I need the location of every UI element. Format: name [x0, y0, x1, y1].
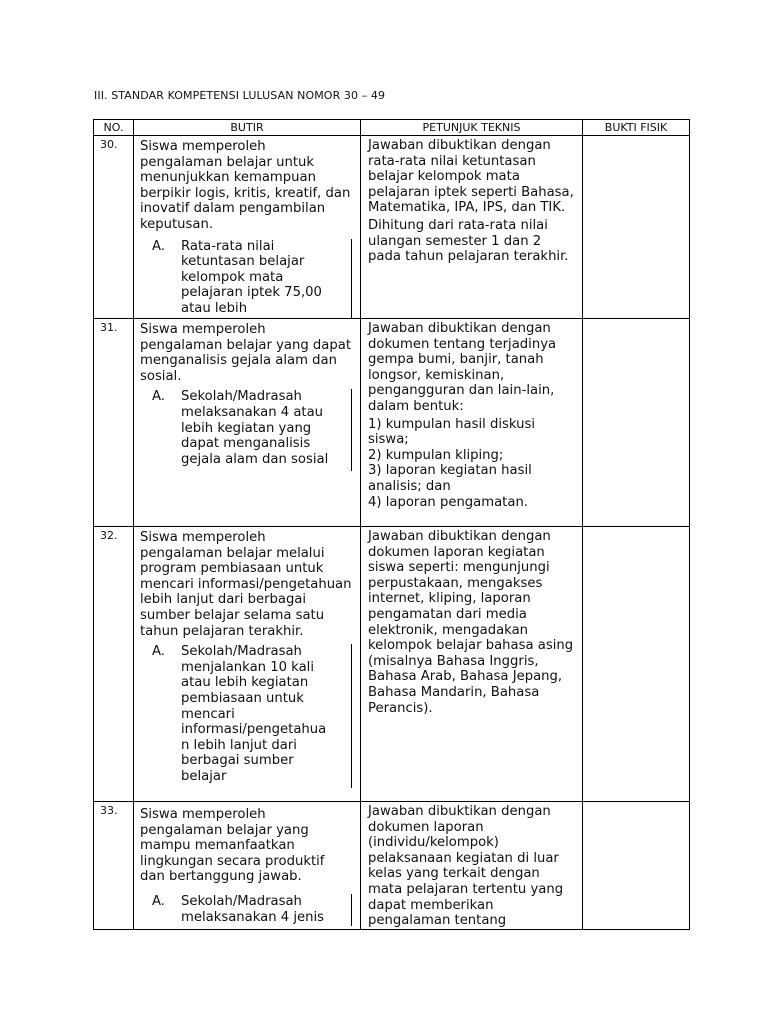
sub-item-divider	[351, 239, 352, 319]
table-row	[94, 802, 690, 930]
sub-item-label: A.	[152, 389, 165, 405]
bukti-cell[interactable]	[583, 136, 690, 319]
butir-cell	[134, 802, 361, 930]
sub-item-divider	[351, 894, 352, 926]
butir-text: Siswa memperoleh pengalaman belajar untuk menunjukkan kemampuan berpikir logis, kritis, kreatif, dan inovatif dalam pengambilan keputusan.	[140, 139, 351, 232]
table-header-row	[94, 120, 690, 136]
butir-cell	[134, 319, 361, 527]
petunjuk-cell	[361, 527, 583, 802]
bukti-cell[interactable]	[583, 319, 690, 527]
butir-text: Siswa memperoleh pengalaman belajar yang mampu memanfaatkan lingkungan secara produktif dan bertanggung jawab.	[140, 807, 325, 885]
row-number: 33.	[94, 802, 134, 930]
sub-item	[152, 644, 360, 784]
table-row	[94, 319, 690, 527]
sub-item-text: Rata-rata nilai ketuntasan belajar kelompok mata pelajaran iptek 75,00 atau lebih	[181, 238, 322, 316]
sub-item-text: Sekolah/Madrasah melaksanakan 4 jenis	[181, 893, 325, 925]
petunjuk-paragraph: Jawaban dibuktikan dengan dokumen laporan (individu/kelompok) pelaksanaan kegiatan di luar kelas yang terkait dengan mata pelajaran tertentu yang dapat memberikan pengalaman tentang	[368, 804, 564, 929]
petunjuk-paragraph: Dihitung dari rata-rata nilai ulangan semester 1 dan 2 pada tahun pelajaran terakhir.	[368, 217, 569, 265]
sub-item-label: A.	[152, 238, 165, 254]
sub-item	[152, 894, 360, 925]
header-bukti: BUKTI FISIK	[583, 120, 690, 136]
table-row	[94, 527, 690, 802]
sub-item-label: A.	[152, 893, 165, 909]
petunjuk-paragraph: Jawaban dibuktikan dengan dokumen tentang terjadinya gempa bumi, banjir, tanah longsor, kemiskinan, pengangguran dan lain-lain, dalam bentuk:	[368, 321, 557, 414]
butir-cell	[134, 136, 361, 319]
competency-table	[93, 119, 690, 930]
header-butir: BUTIR	[134, 120, 361, 136]
petunjuk-cell	[361, 802, 583, 930]
butir-text: Siswa memperoleh pengalaman belajar yang dapat menganalisis gejala alam dan sosial.	[140, 322, 351, 384]
sub-item-divider	[351, 644, 352, 788]
sub-item-text: Sekolah/Madrasah melaksanakan 4 atau lebih kegiatan yang dapat menganalisis gejala alam dan sosial	[181, 389, 329, 467]
petunjuk-list-item: 1) kumpulan hasil diskusi siswa;	[368, 416, 536, 448]
petunjuk-cell	[361, 136, 583, 319]
header-no: NO.	[94, 120, 134, 136]
petunjuk-paragraph: Jawaban dibuktikan dengan rata-rata nilai ketuntasan belajar kelompok mata pelajaran iptek seperti Bahasa, Matematika, IPA, IPS, dan TIK.	[368, 138, 574, 216]
petunjuk-list-item: 3) laporan kegiatan hasil analisis; dan	[368, 463, 532, 494]
section-title: III. STANDAR KOMPETENSI LULUSAN NOMOR 30 – 49	[94, 89, 386, 102]
sub-item-label: A.	[152, 644, 165, 660]
sub-item	[152, 389, 360, 467]
petunjuk-list-item: 4) laporan pengamatan.	[368, 494, 528, 510]
row-number: 32.	[94, 527, 134, 802]
butir-cell	[134, 527, 361, 802]
header-petunjuk: PETUNJUK TEKNIS	[361, 120, 583, 136]
butir-text: Siswa memperoleh pengalaman belajar melalui program pembiasaan untuk mencari informasi/pengetahuan lebih lanjut dari berbagai sumber belajar selama satu tahun pelajaran terakhir.	[140, 530, 352, 639]
row-number: 30.	[94, 136, 134, 319]
table-row	[94, 136, 690, 319]
petunjuk-list-item: 2) kumpulan kliping;	[368, 447, 504, 463]
sub-item	[152, 239, 360, 317]
bukti-cell[interactable]	[583, 802, 690, 930]
petunjuk-paragraph: Jawaban dibuktikan dengan dokumen laporan kegiatan siswa seperti: mengunjungi perpustakaan, mengakses internet, kliping, laporan pengamatan dari media elektronik, mengadakan kelompok belajar bahasa asing (misalnya Bahasa Inggris, Bahasa Arab, Bahasa Jepang, Bahasa Mandarin, Bahasa Perancis).	[368, 529, 574, 716]
sub-item-divider	[351, 389, 352, 471]
bukti-cell[interactable]	[583, 527, 690, 802]
petunjuk-cell	[361, 319, 583, 527]
sub-item-text: Sekolah/Madrasah menjalankan 10 kali atau lebih kegiatan pembiasaan untuk mencari informasi/pengetahua n lebih lanjut dari berbagai sumber belajar	[181, 644, 327, 784]
row-number: 31.	[94, 319, 134, 527]
